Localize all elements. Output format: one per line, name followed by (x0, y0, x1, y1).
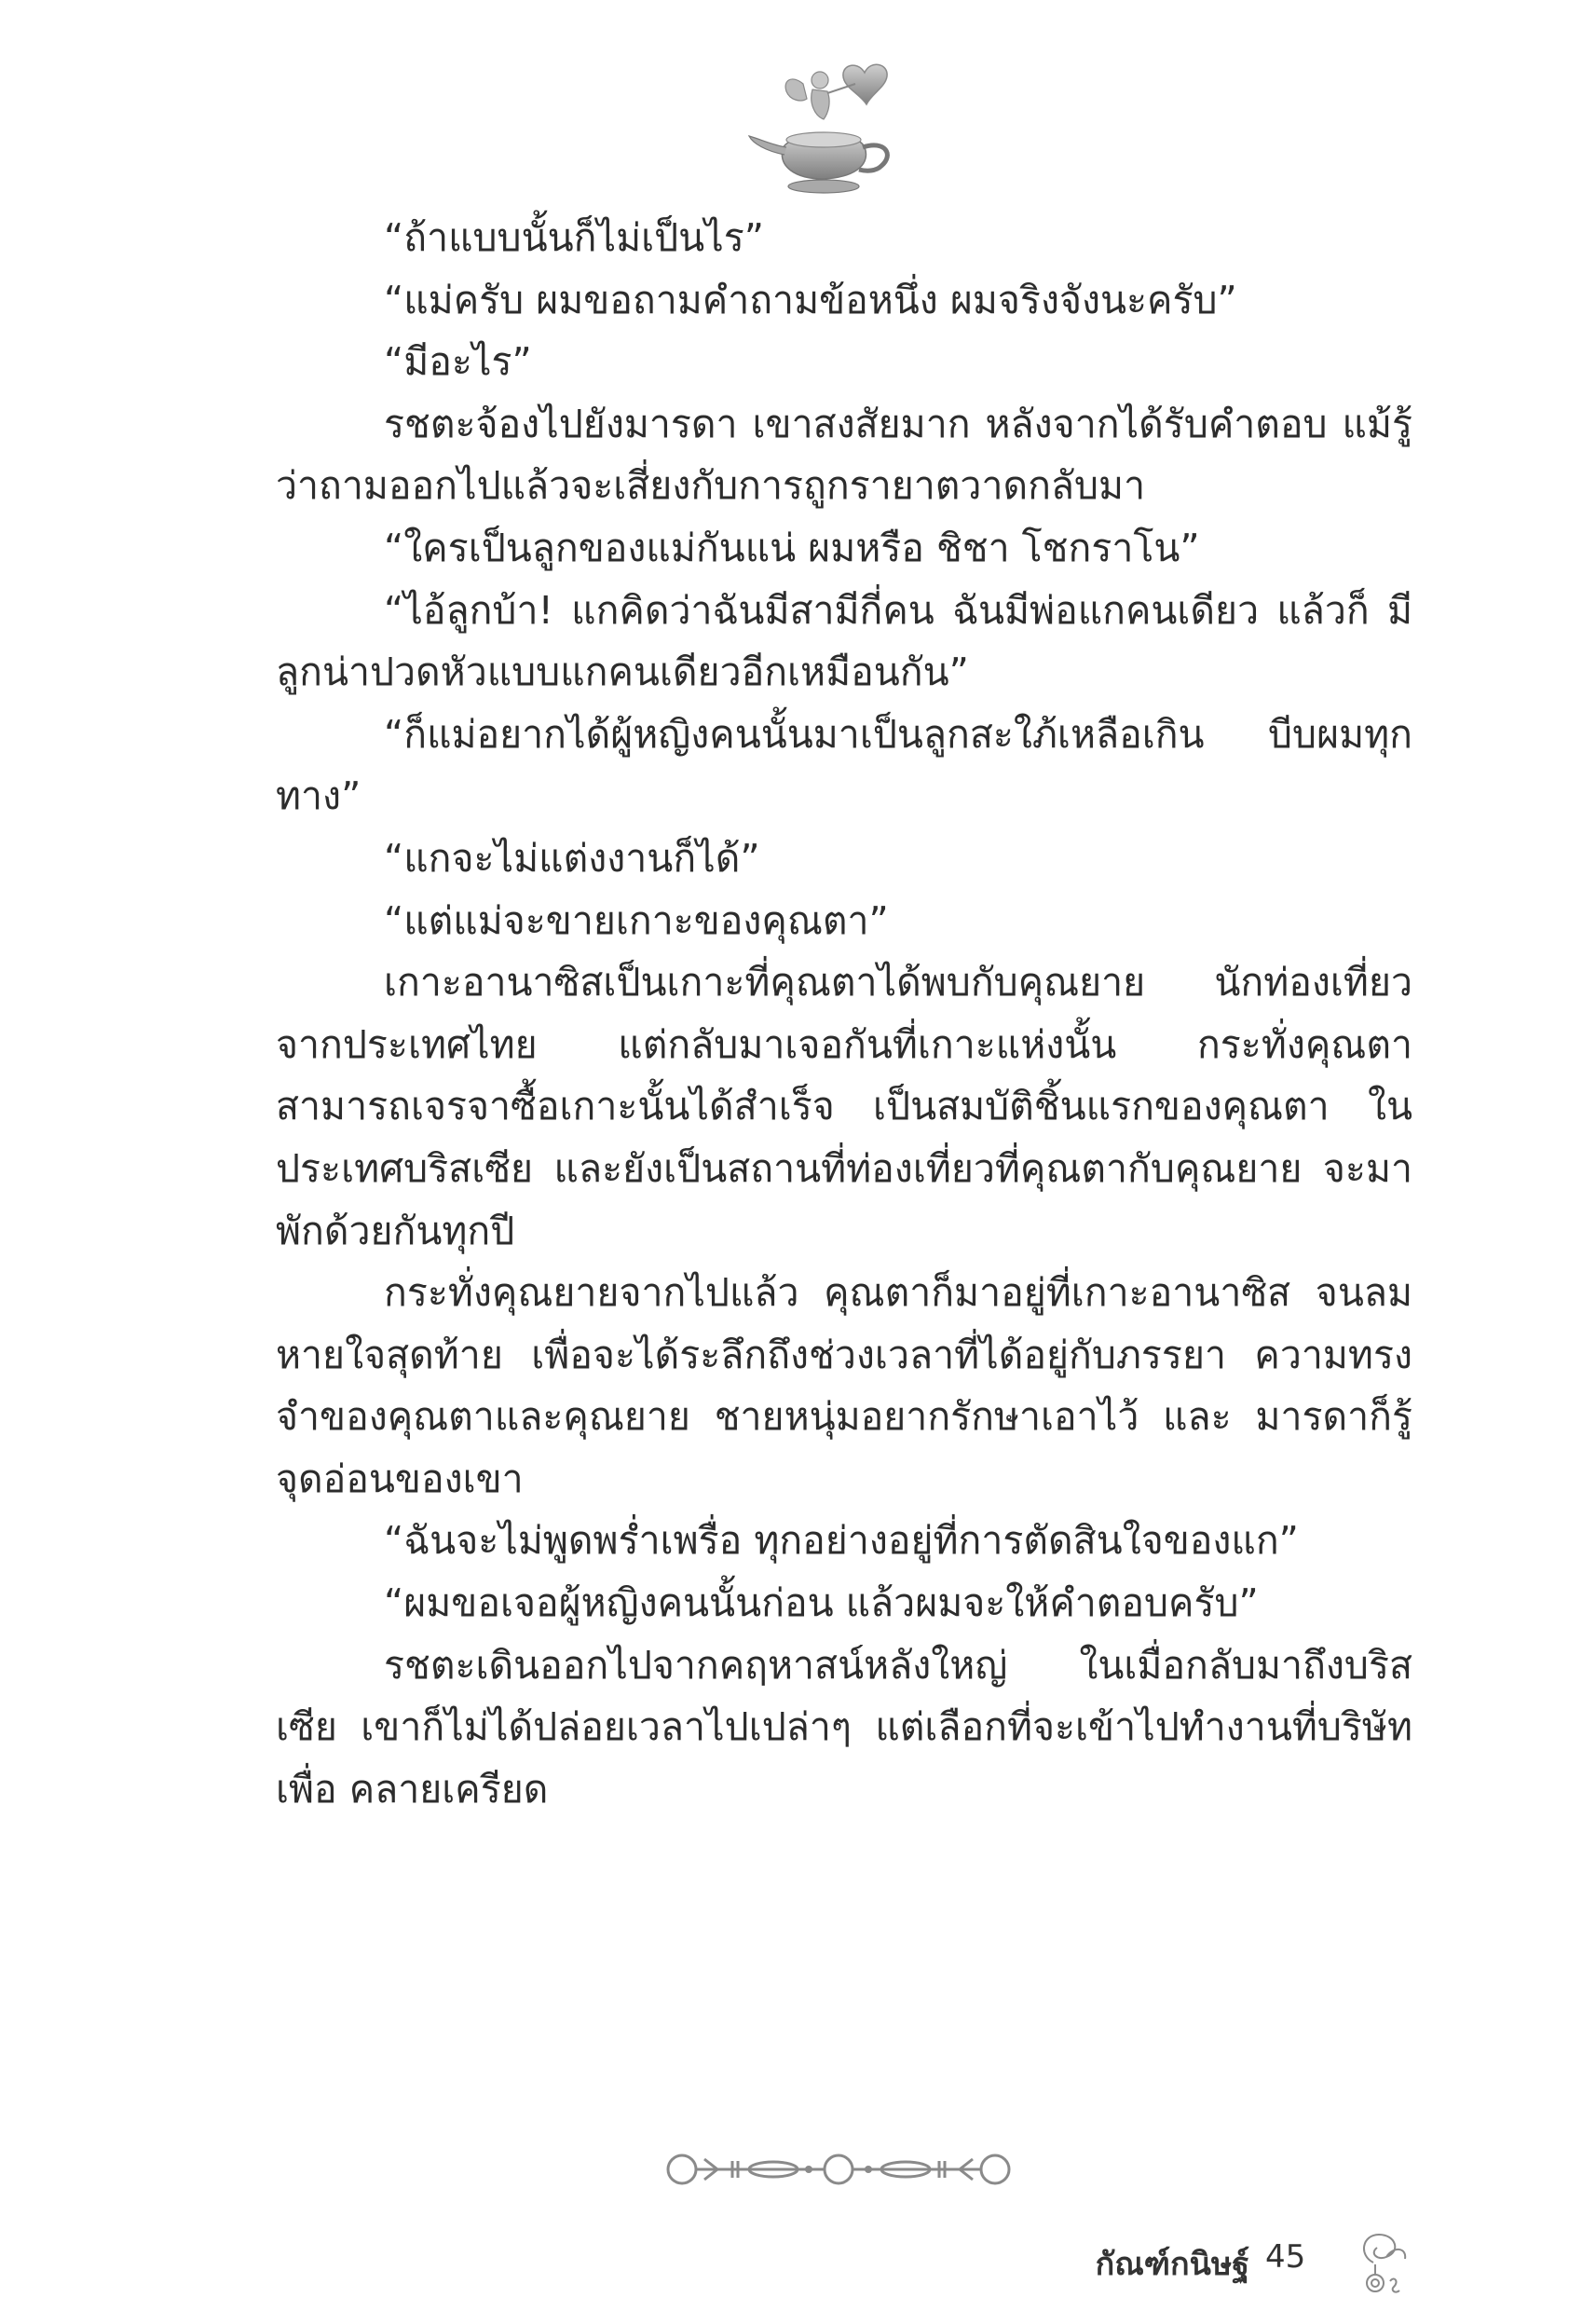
dialogue-line: “มีอะไร” (384, 339, 532, 385)
dialogue-line: “ใครเป็นลูกของแม่กันแน่ ผมหรือ ชิชา โชกราโน” (384, 525, 1200, 570)
dialogue-line: “ไอ้ลูกบ้า! แกคิดว่าฉันมีสามีกี่คน ฉันมีพ่อแกคนเดียว แล้วก็ มีลูกน่าปวดหัวแบบแกคนเดียวอีกเหมือนกัน” (276, 587, 1412, 695)
narrative-paragraph: กระทั่งคุณยายจากไปแล้ว คุณตาก็มาอยู่ที่เกาะอานาซิส จนลมหายใจสุดท้าย เพื่อจะได้ระลึกถึงช่วงเวลาที่ได้อยู่กับภรรยา ความทรงจำของคุณตาและคุณยาย ชายหนุ่มอยากรักษาเอาไว้ และ มารดาก็รู้จุดอ่อนของเขา (276, 1270, 1412, 1501)
book-title: กัณฑ์กนิษฐ์ (1095, 2246, 1249, 2283)
narrative-paragraph: รชตะจ้องไปยังมารดา เขาสงสัยมาก หลังจากได้รับคำตอบ แม้รู้ว่าถามออกไปแล้วจะเสี่ยงกับการถูกรายาตวาดกลับมา (276, 401, 1412, 509)
dialogue-line: “ถ้าแบบนั้นก็ไม่เป็นไร” (384, 215, 765, 260)
dialogue-line: “ฉันจะไม่พูดพร่ำเพรื่อ ทุกอย่างอยู่ที่การตัดสินใจของแก” (384, 1518, 1299, 1564)
narrative-paragraph: เกาะอานาซิสเป็นเกาะที่คุณตาได้พบกับคุณยาย นักท่องเที่ยว จากประเทศไทย แต่กลับมาเจอกันที่เกาะแห่งนั้น กระทั่งคุณตา สามารถเจรจาซื้อเกาะนั้นได้สำเร็จ เป็นสมบัติชิ้นแรกของคุณตา ในประเทศบริสเซีย และยังเป็นสถานที่ท่องเที่ยวที่คุณตากับคุณยาย จะมาพักด้วยกันทุกปี (276, 960, 1412, 1253)
dialogue-line: “แม่ครับ ผมขอถามคำถามข้อหนึ่ง ผมจริงจังนะครับ” (384, 277, 1237, 322)
narrative-paragraph: รชตะเดินออกไปจากคฤหาสน์หลังใหญ่ ในเมื่อกลับมาถึงบริสเซีย เขาก็ไม่ได้ปล่อยเวลาไปเปล่าๆ แต่เลือกที่จะเข้าไปทำงานที่บริษัทเพื่อ คลายเครียด (276, 1642, 1412, 1812)
dialogue-line: “ก็แม่อยากได้ผู้หญิงคนนั้นมาเป็นลูกสะใภ้เหลือเกิน บีบผมทุกทาง” (276, 711, 1412, 819)
dialogue-line: “แต่แม่จะขายเกาะของคุณตา” (384, 897, 889, 943)
pendant-ornament-icon (1349, 2227, 1414, 2302)
dialogue-line: “แกจะไม่แต่งงานก็ได้” (384, 835, 760, 881)
page-number: 45 (1265, 2238, 1306, 2276)
dialogue-line: “ผมขอเจอผู้หญิงคนนั้นก่อน แล้วผมจะให้คำตอบครับ” (384, 1580, 1259, 1626)
cupid-teapot-ornament-icon (745, 47, 913, 205)
page-footer (0, 2227, 1596, 2302)
scroll-divider-icon (662, 2148, 1016, 2191)
chapter-body (276, 207, 1412, 1820)
